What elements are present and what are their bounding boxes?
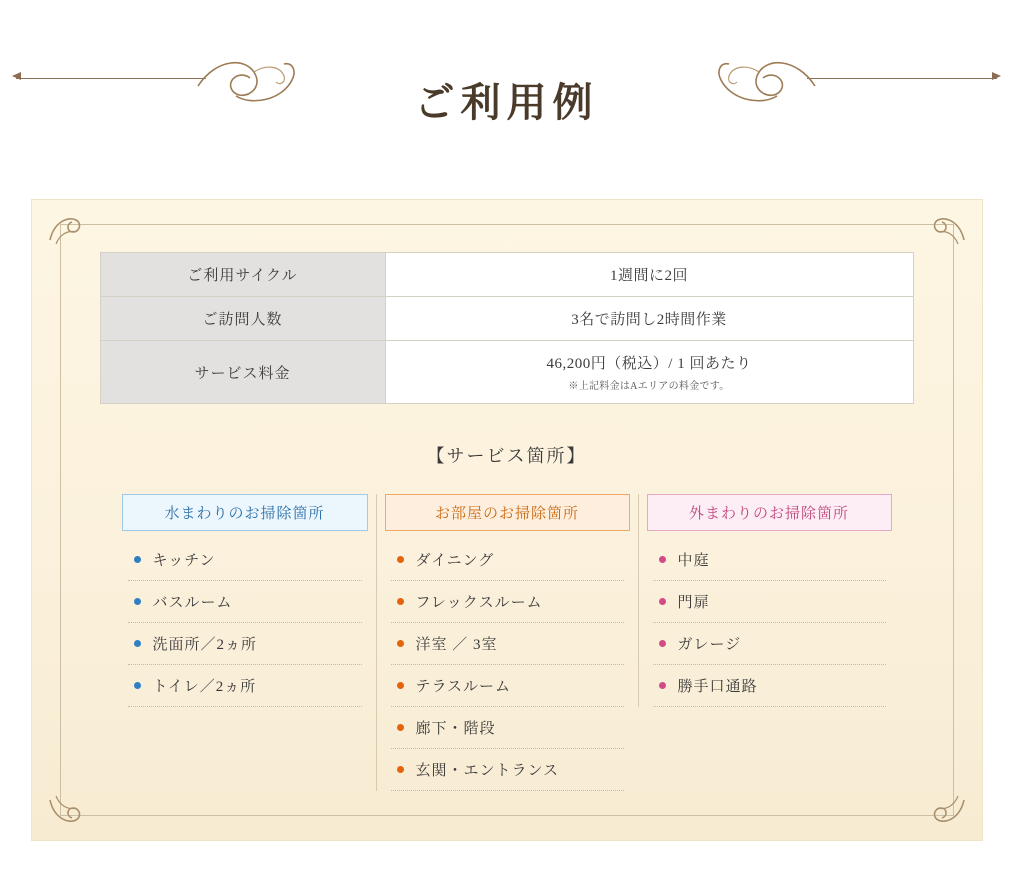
bullet-icon <box>397 682 404 689</box>
list-item-label: 門扉 <box>677 595 710 611</box>
list-item-label: ガレージ <box>677 637 742 653</box>
bullet-icon <box>659 640 666 647</box>
list-item-label: 中庭 <box>677 553 710 569</box>
bullet-icon <box>134 556 141 563</box>
list-item <box>391 623 624 665</box>
bullet-icon <box>134 682 141 689</box>
bullet-icon <box>659 682 666 689</box>
table-row <box>100 253 913 297</box>
service-areas-columns <box>94 494 920 791</box>
bullet-icon <box>397 556 404 563</box>
table-row <box>100 341 913 404</box>
list-item-label: 洋室 ／ 3室 <box>415 637 498 653</box>
list-item <box>653 665 886 707</box>
bullet-icon <box>397 766 404 773</box>
column-heading-outdoor: 外まわりのお掃除箇所 <box>647 494 892 531</box>
bullet-icon <box>397 724 404 731</box>
list-outdoor-areas <box>647 539 892 707</box>
list-item <box>128 623 362 665</box>
service-spec-table <box>100 252 914 404</box>
bullet-icon <box>134 640 141 647</box>
corner-ornament-bottom-left-icon <box>46 790 86 830</box>
column-outdoor-areas <box>638 494 900 707</box>
list-item-label: テラスルーム <box>415 679 512 695</box>
bullet-icon <box>397 640 404 647</box>
corner-ornament-top-right-icon <box>928 210 968 250</box>
list-item <box>391 665 624 707</box>
column-water-areas <box>114 494 376 707</box>
list-item <box>391 581 624 623</box>
list-item-label: キッチン <box>152 553 216 569</box>
spec-label-staff: ご訪問人数 <box>100 297 385 341</box>
column-room-areas <box>376 494 638 791</box>
table-row <box>100 297 913 341</box>
list-item <box>391 539 624 581</box>
list-item-label: フレックスルーム <box>415 595 543 611</box>
spec-value-fee <box>385 341 913 404</box>
list-item-label: ダイニング <box>415 553 495 569</box>
fee-amount: 46,200円（税込）/ 1 回あたり <box>546 356 752 372</box>
list-item <box>653 539 886 581</box>
list-item <box>391 749 624 791</box>
bullet-icon <box>397 598 404 605</box>
bullet-icon <box>659 598 666 605</box>
content-card <box>32 200 982 840</box>
list-item-label: 勝手口通路 <box>677 679 758 695</box>
list-item <box>391 707 624 749</box>
spec-label-fee: サービス料金 <box>100 341 385 404</box>
service-areas-heading: 【サービス箇所】 <box>426 446 587 466</box>
list-item <box>653 623 886 665</box>
bullet-icon <box>659 556 666 563</box>
list-water-areas <box>122 539 368 707</box>
list-item-label: 玄関・エントランス <box>415 763 560 779</box>
spec-label-cycle: ご利用サイクル <box>100 253 385 297</box>
list-item-label: バスルーム <box>152 595 233 611</box>
list-room-areas <box>385 539 630 791</box>
list-item <box>128 581 362 623</box>
corner-ornament-top-left-icon <box>46 210 86 250</box>
spec-value-staff: 3名で訪問し2時間作業 <box>385 297 913 341</box>
page-header <box>0 0 1013 150</box>
list-item <box>128 665 362 707</box>
list-item-label: トイレ／2ヵ所 <box>152 679 257 695</box>
column-heading-room: お部屋のお掃除箇所 <box>385 494 630 531</box>
page-title: ご利用例 <box>414 79 599 125</box>
list-item <box>653 581 886 623</box>
list-item-label: 洗面所／2ヵ所 <box>152 637 258 653</box>
fee-note: ※上記料金はAエリアの料金です。 <box>568 381 730 392</box>
corner-ornament-bottom-right-icon <box>928 790 968 830</box>
list-item <box>128 539 362 581</box>
list-item-label: 廊下・階段 <box>415 721 496 737</box>
spec-value-cycle: 1週間に2回 <box>385 253 913 297</box>
bullet-icon <box>134 598 141 605</box>
column-heading-water: 水まわりのお掃除箇所 <box>122 494 368 531</box>
